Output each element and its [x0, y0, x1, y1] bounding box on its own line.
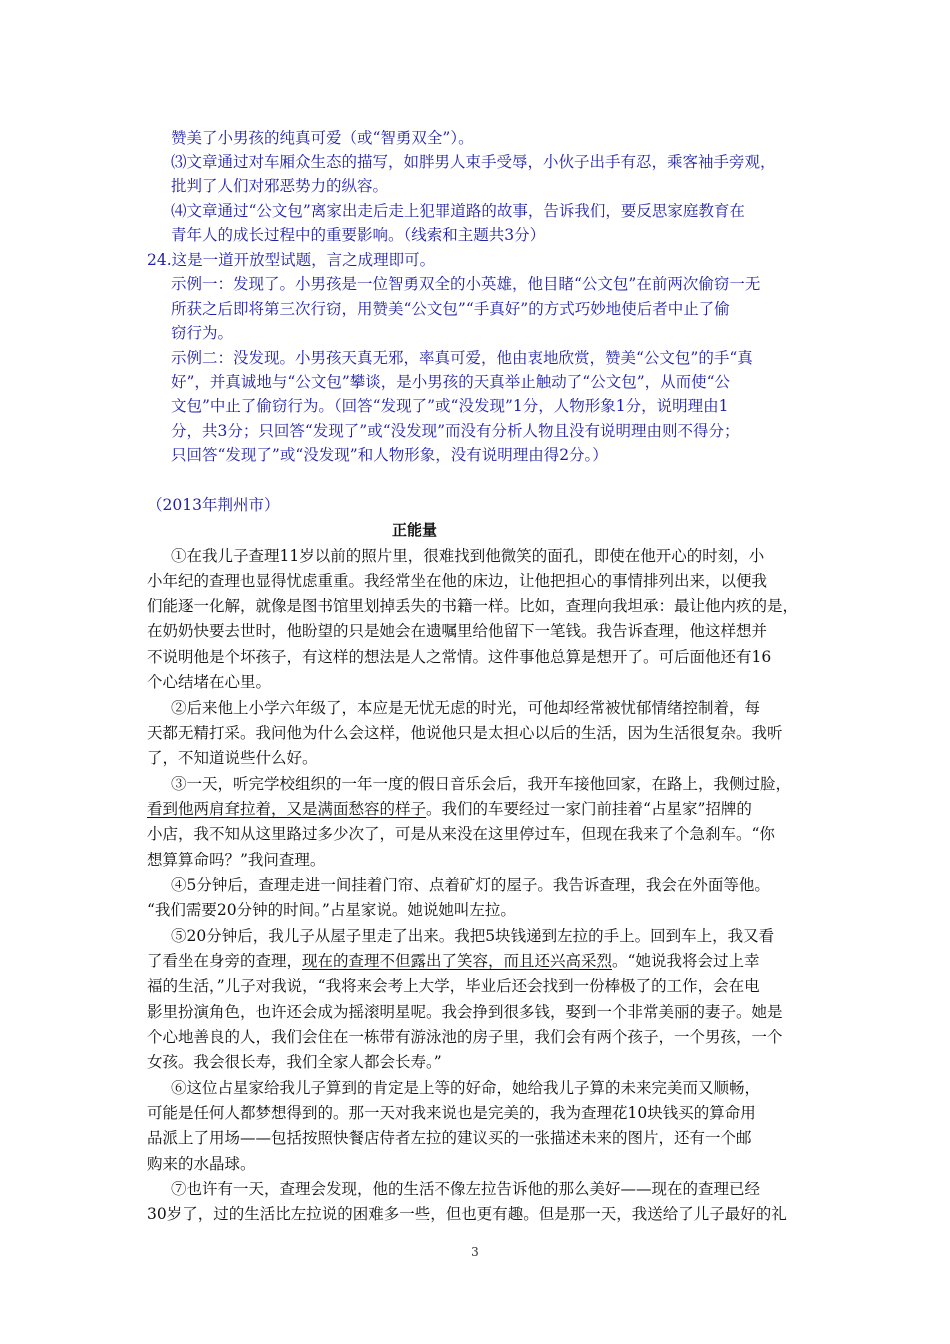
- paragraph-line: 了，不知道说些什么好。: [147, 749, 318, 767]
- paragraph-line: ⑦也许有一天，查理会发现，他的生活不像左拉告诉他的那么美好——现在的查理已经: [171, 1180, 761, 1198]
- answer-line: 窃行为。: [171, 324, 234, 342]
- answer-line: 只回答“发现了”或“没发现”和人物形象，没有说明理由得2分。）: [171, 446, 608, 464]
- question-24-heading: 24.这是一道开放型试题，言之成理即可。: [147, 251, 436, 269]
- paragraph-line: 个心地善良的人，我们会住在一栋带有游泳池的房子里，我们会有两个孩子，一个男孩，一个: [147, 1028, 783, 1046]
- paragraph-line: ⑤20分钟后，我儿子从屋子里走了出来。我把5块钱递到左拉的手上。回到车上，我又看: [171, 927, 775, 945]
- paragraph-line: 购来的水晶球。: [147, 1155, 256, 1173]
- paragraph-line: 影里扮演角色，也许还会成为摇滚明星呢。我会挣到很多钱，娶到一个非常美丽的妻子。她是: [147, 1003, 783, 1021]
- answer-line: 分，共3分；只回答“发现了”或“没发现”而没有分析人物且没有说明理由则不得分；: [171, 422, 740, 440]
- answer-line: 青年人的成长过程中的重要影响。（线索和主题共3分）: [171, 226, 546, 244]
- paragraph-line: ③一天，听完学校组织的一年一度的假日音乐会后，我开车接他回家，在路上，我侧过脸，: [171, 775, 792, 793]
- paragraph-line: 可能是任何人都梦想得到的。那一天对我来说也是完美的，我为查理花10块钱买的算命用: [147, 1104, 756, 1122]
- paragraph-line: 小店，我不知从这里路过多少次了，可是从来没在这里停过车，但现在我来了个急刹车。“你: [147, 825, 775, 843]
- answer-line: 示例一：发现了。小男孩是一位智勇双全的小英雄，他目睹“公文包”在前两次偷窃一无: [171, 275, 761, 293]
- answer-line: 示例二：没发现。小男孩天真无邪，率真可爱，他由衷地欣赏，赞美“公文包”的手“真: [171, 349, 753, 367]
- paragraph-line: [147, 950, 759, 972]
- paragraph-line: 想算算命吗？”我问查理。: [147, 851, 326, 869]
- paragraph-line: ②后来他上小学六年级了，本应是无忧无虑的时光，可他却经常被忧郁情绪控制着，每: [171, 699, 761, 717]
- paragraph-line: 天都无精打采。我问他为什么会这样，他说他只是太担心以后的生活，因为生活很复杂。我听: [147, 724, 783, 742]
- underlined-sentence: 看到他两肩耷拉着，又是满面愁容的样子: [147, 800, 427, 818]
- paragraph-line: ④5分钟后，查理走进一间挂着门帘、点着矿灯的屋子。我告诉查理，我会在外面等他。: [171, 876, 770, 894]
- paragraph-line: 小年纪的查理也显得忧虑重重。我经常坐在他的床边，让他把担心的事情排列出来，以便我: [147, 572, 768, 590]
- paragraph-line: 30岁了，过的生活比左拉说的困难多一些，但也更有趣。但是那一天，我送给了儿子最好的礼: [147, 1205, 787, 1223]
- answer-line: 赞美了小男孩的纯真可爱（或“智勇双全”）。: [171, 129, 474, 147]
- paragraph-line: 们能逐一化解，就像是图书馆里划掉丢失的书籍一样。比如，查理向我坦承：最让他内疚的是，: [147, 597, 799, 615]
- paragraph-line: ①在我儿子查理11岁以前的照片里，很难找到他微笑的面孔，即使在他开心的时刻，小: [171, 547, 765, 565]
- paragraph-line: 品派上了用场——包括按照快餐店侍者左拉的建议买的一张描述未来的图片，还有一个邮: [147, 1129, 752, 1147]
- source-label: （2013年荆州市）: [147, 496, 280, 514]
- paragraph-line: 在奶奶快要去世时，他盼望的只是她会在遗嘱里给他留下一笔钱。我告诉查理，他这样想并: [147, 622, 768, 640]
- paragraph-line: [147, 798, 752, 820]
- paragraph-text: 了看坐在身旁的查理，: [147, 952, 303, 970]
- answer-line: 好”，并真诚地与“公文包”攀谈，是小男孩的天真举止触动了“公文包”，从而使“公: [171, 373, 731, 391]
- answer-line: 批判了人们对邪恶势力的纵容。: [171, 177, 389, 195]
- paragraph-line: “我们需要20分钟的时间。”占星家说。她说她叫左拉。: [147, 901, 516, 919]
- paragraph-line: 女孩。我会很长寿，我们全家人都会长寿。”: [147, 1053, 442, 1071]
- paragraph-line: 个心结堵在心里。: [147, 673, 272, 691]
- paragraph-text: 。“她说我将会过上幸: [612, 952, 760, 970]
- paragraph-text: 。我们的车要经过一家门前挂着“占星家”招牌的: [426, 800, 752, 818]
- answer-line: ⑷文章通过“公文包”离家出走后走上犯罪道路的故事，告诉我们，要反思家庭教育在: [171, 202, 745, 220]
- article-title: 正能量: [392, 521, 438, 539]
- answer-line: ⑶文章通过对车厢众生态的描写，如胖男人束手受辱，小伙子出手有忍，乘客袖手旁观，: [171, 153, 776, 171]
- paragraph-line: ⑥这位占星家给我儿子算到的肯定是上等的好命，她给我儿子算的未来完美而又顺畅，: [171, 1079, 761, 1097]
- answer-line: 文包”中止了偷窃行为。（回答“发现了”或“没发现”1分，人物形象1分，说明理由1: [171, 397, 729, 415]
- paragraph-line: 福的生活，”儿子对我说，“我将来会考上大学，毕业后还会找到一份棒极了的工作，会在电: [147, 977, 760, 995]
- paragraph-line: 不说明他是个坏孩子，有这样的想法是人之常情。这件事他总算是想开了。可后面他还有16: [147, 648, 772, 666]
- page-number: 3: [471, 1245, 479, 1259]
- answer-line: 所获之后即将第三次行窃，用赞美“公文包”“手真好”的方式巧妙地使后者中止了偷: [171, 300, 730, 318]
- underlined-sentence: 现在的查理不但露出了笑容，而且还兴高采烈: [302, 952, 613, 970]
